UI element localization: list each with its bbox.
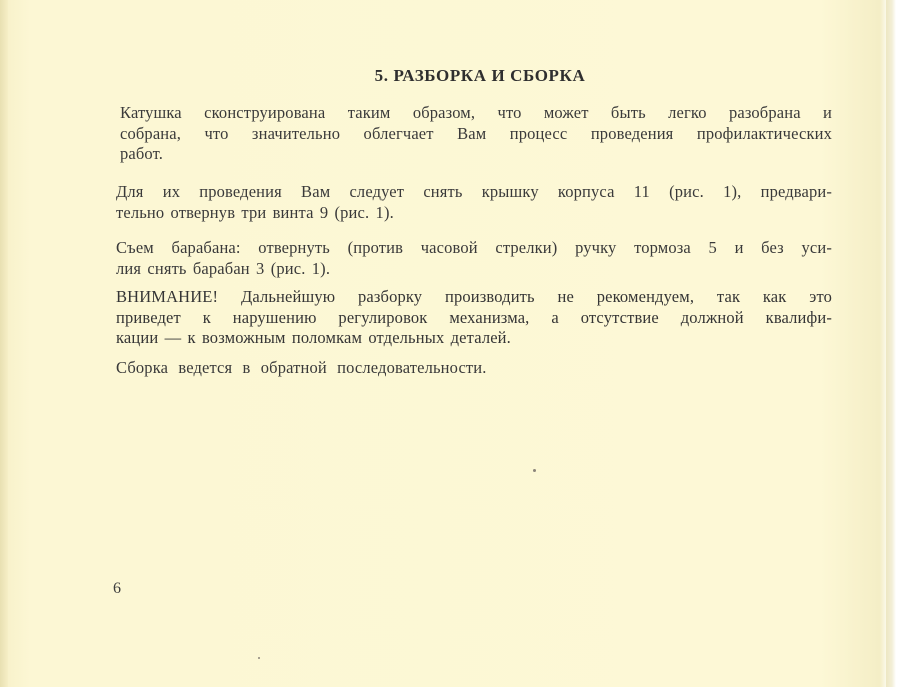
paragraph-line: кации — к возможным поломкам отдельных деталей. (116, 328, 511, 347)
paragraph-line: Съем барабана: отвернуть (против часовой стрелки) ручку тормоза 5 и без уси- (116, 238, 832, 257)
paragraph-line: лия снять барабан 3 (рис. 1). (116, 258, 331, 278)
paragraph-line: работ. (120, 144, 163, 163)
page-spine-shadow (0, 0, 8, 687)
paper-speck (533, 469, 536, 472)
page-right-edge (886, 0, 900, 687)
paragraph-line: приведет к нарушению регулировок механизма, а отсутствие должной квалифи- (116, 307, 832, 327)
paragraph-cover-removal (116, 182, 832, 223)
paper-speck (258, 657, 260, 659)
paragraph-design (116, 103, 832, 165)
paragraph-line: ВНИМАНИЕ! Дальнейшую разборку производить не рекомендуем, так как это (116, 287, 832, 306)
paragraph-drum-removal (116, 238, 832, 279)
paragraph-line: собрана, что значительно облегчает Вам процесс проведения профилактических (120, 123, 832, 143)
paragraph-line: Катушка сконструирована таким образом, что может быть легко разобрана и (120, 103, 832, 122)
paragraph-line: Для их проведения Вам следует снять крышку корпуса 11 (рис. 1), предвари- (116, 182, 832, 201)
paragraph-warning (116, 287, 832, 349)
paragraph-line: тельно отвернув три винта 9 (рис. 1). (116, 202, 394, 222)
section-heading: 5. РАЗБОРКА И СБОРКА (374, 66, 586, 85)
page-number: 6 (113, 580, 121, 597)
paragraph-line: Сборка ведется в обратной последовательности. (116, 358, 487, 377)
paragraph-assembly (116, 358, 832, 379)
